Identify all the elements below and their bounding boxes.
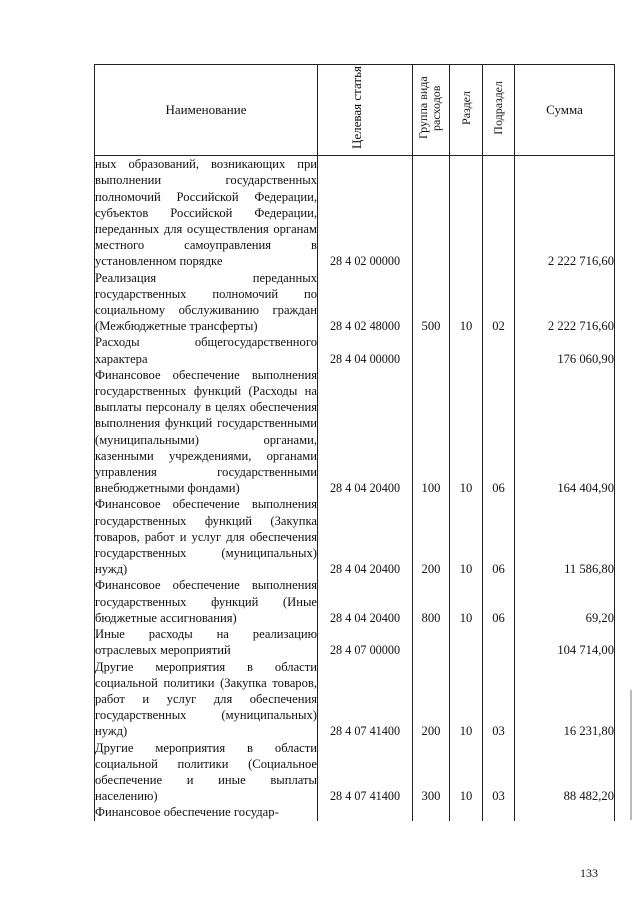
header-name: Наименование [95, 65, 318, 156]
row-subsection: 06 [483, 367, 515, 497]
row-code: 28 4 07 00000 [318, 626, 413, 658]
row-code: 28 4 04 20400 [318, 577, 413, 626]
row-code: 28 4 07 41400 [318, 740, 413, 805]
table-row [95, 156, 615, 270]
row-name: Финансовое обеспечение выполнения государственных функций (Иные бюджетные ассигнования) [95, 578, 317, 625]
row-subsection [483, 334, 515, 366]
row-section [450, 804, 483, 820]
row-group [413, 804, 450, 820]
row-group: 200 [413, 659, 450, 740]
header-target: Целевая статья [318, 65, 413, 156]
row-subsection: 06 [483, 496, 515, 577]
header-group: Группа вида расходов [413, 65, 450, 156]
row-section [450, 334, 483, 366]
row-section: 10 [450, 496, 483, 577]
row-code: 28 4 04 00000 [318, 334, 413, 366]
row-amount: 176 060,90 [515, 334, 615, 366]
row-subsection [483, 626, 515, 658]
row-amount: 16 231,80 [515, 659, 615, 740]
row-amount: 164 404,90 [515, 367, 615, 497]
row-code: 28 4 04 20400 [318, 496, 413, 577]
row-subsection [483, 156, 515, 270]
row-section: 10 [450, 577, 483, 626]
row-group [413, 626, 450, 658]
table-row [95, 367, 615, 497]
row-group: 100 [413, 367, 450, 497]
table-row [95, 804, 615, 820]
row-group: 800 [413, 577, 450, 626]
header-section: Раздел [450, 65, 483, 156]
row-section: 10 [450, 740, 483, 805]
row-name: Иные расходы на реализацию отраслевых мероприятий [95, 627, 317, 658]
row-name: Другие мероприятия в области социальной политики (Социальное обеспечение и иные выплаты населению) [95, 740, 317, 804]
row-amount [515, 804, 615, 820]
table-row [95, 740, 615, 805]
row-group [413, 156, 450, 270]
table-body [95, 156, 615, 821]
row-amount: 88 482,20 [515, 740, 615, 805]
row-section: 10 [450, 367, 483, 497]
row-name: Реализация переданных государственных полномочий по социальному обслуживанию граждан (Межбюджетные трансферты) [95, 270, 317, 334]
row-subsection: 06 [483, 577, 515, 626]
row-code: 28 4 02 00000 [318, 156, 413, 270]
table-row [95, 659, 615, 740]
table-row [95, 626, 615, 658]
row-group: 500 [413, 270, 450, 335]
header-subsection: Подраздел [483, 65, 515, 156]
row-code: 28 4 02 48000 [318, 270, 413, 335]
row-amount: 2 222 716,60 [515, 156, 615, 270]
row-group [413, 334, 450, 366]
row-code: 28 4 04 20400 [318, 367, 413, 497]
row-subsection: 02 [483, 270, 515, 335]
table-row [95, 577, 615, 626]
row-code: 28 4 07 41400 [318, 659, 413, 740]
row-name: Расходы общегосударственного характера [95, 335, 317, 366]
row-subsection [483, 804, 515, 820]
row-section [450, 626, 483, 658]
row-subsection: 03 [483, 659, 515, 740]
row-name: Другие мероприятия в области социальной политики (Закупка товаров, работ и услуг для обеспечения государственных (муниципальных) нужд) [95, 659, 317, 739]
row-amount: 69,20 [515, 577, 615, 626]
table-row [95, 496, 615, 577]
row-code [318, 804, 413, 820]
row-name: Финансовое обеспечение выполнения государственных функций (Закупка товаров, работ и услуг для обеспечения государственных (муниципальных) нужд) [95, 497, 317, 577]
row-name: Финансовое обеспечение государ- [95, 804, 318, 820]
row-name: ных образований, возникающих при выполнении государственных полномочий Российской Федерации, субъектов Российской Федерации, переданных для осуществления органам местного самоуправления в установленном порядке [95, 157, 317, 269]
table-row [95, 334, 615, 366]
header-sum: Сумма [515, 65, 615, 156]
row-amount: 104 714,00 [515, 626, 615, 658]
table-row [95, 270, 615, 335]
row-amount: 2 222 716,60 [515, 270, 615, 335]
scan-edge-mark [630, 690, 632, 820]
row-section: 10 [450, 270, 483, 335]
page-number: 133 [580, 866, 598, 880]
row-amount: 11 586,80 [515, 496, 615, 577]
table-header [95, 65, 615, 156]
row-group: 300 [413, 740, 450, 805]
row-section: 10 [450, 659, 483, 740]
row-name: Финансовое обеспечение выполнения государственных функций (Расходы на выплаты персоналу в целях обеспечения выполнения функций государственными (муниципальными) органами, казенными учреждениями, органами управления государственными внебюджетными фондами) [95, 367, 317, 496]
row-group: 200 [413, 496, 450, 577]
budget-table [94, 64, 615, 821]
row-subsection: 03 [483, 740, 515, 805]
row-section [450, 156, 483, 270]
